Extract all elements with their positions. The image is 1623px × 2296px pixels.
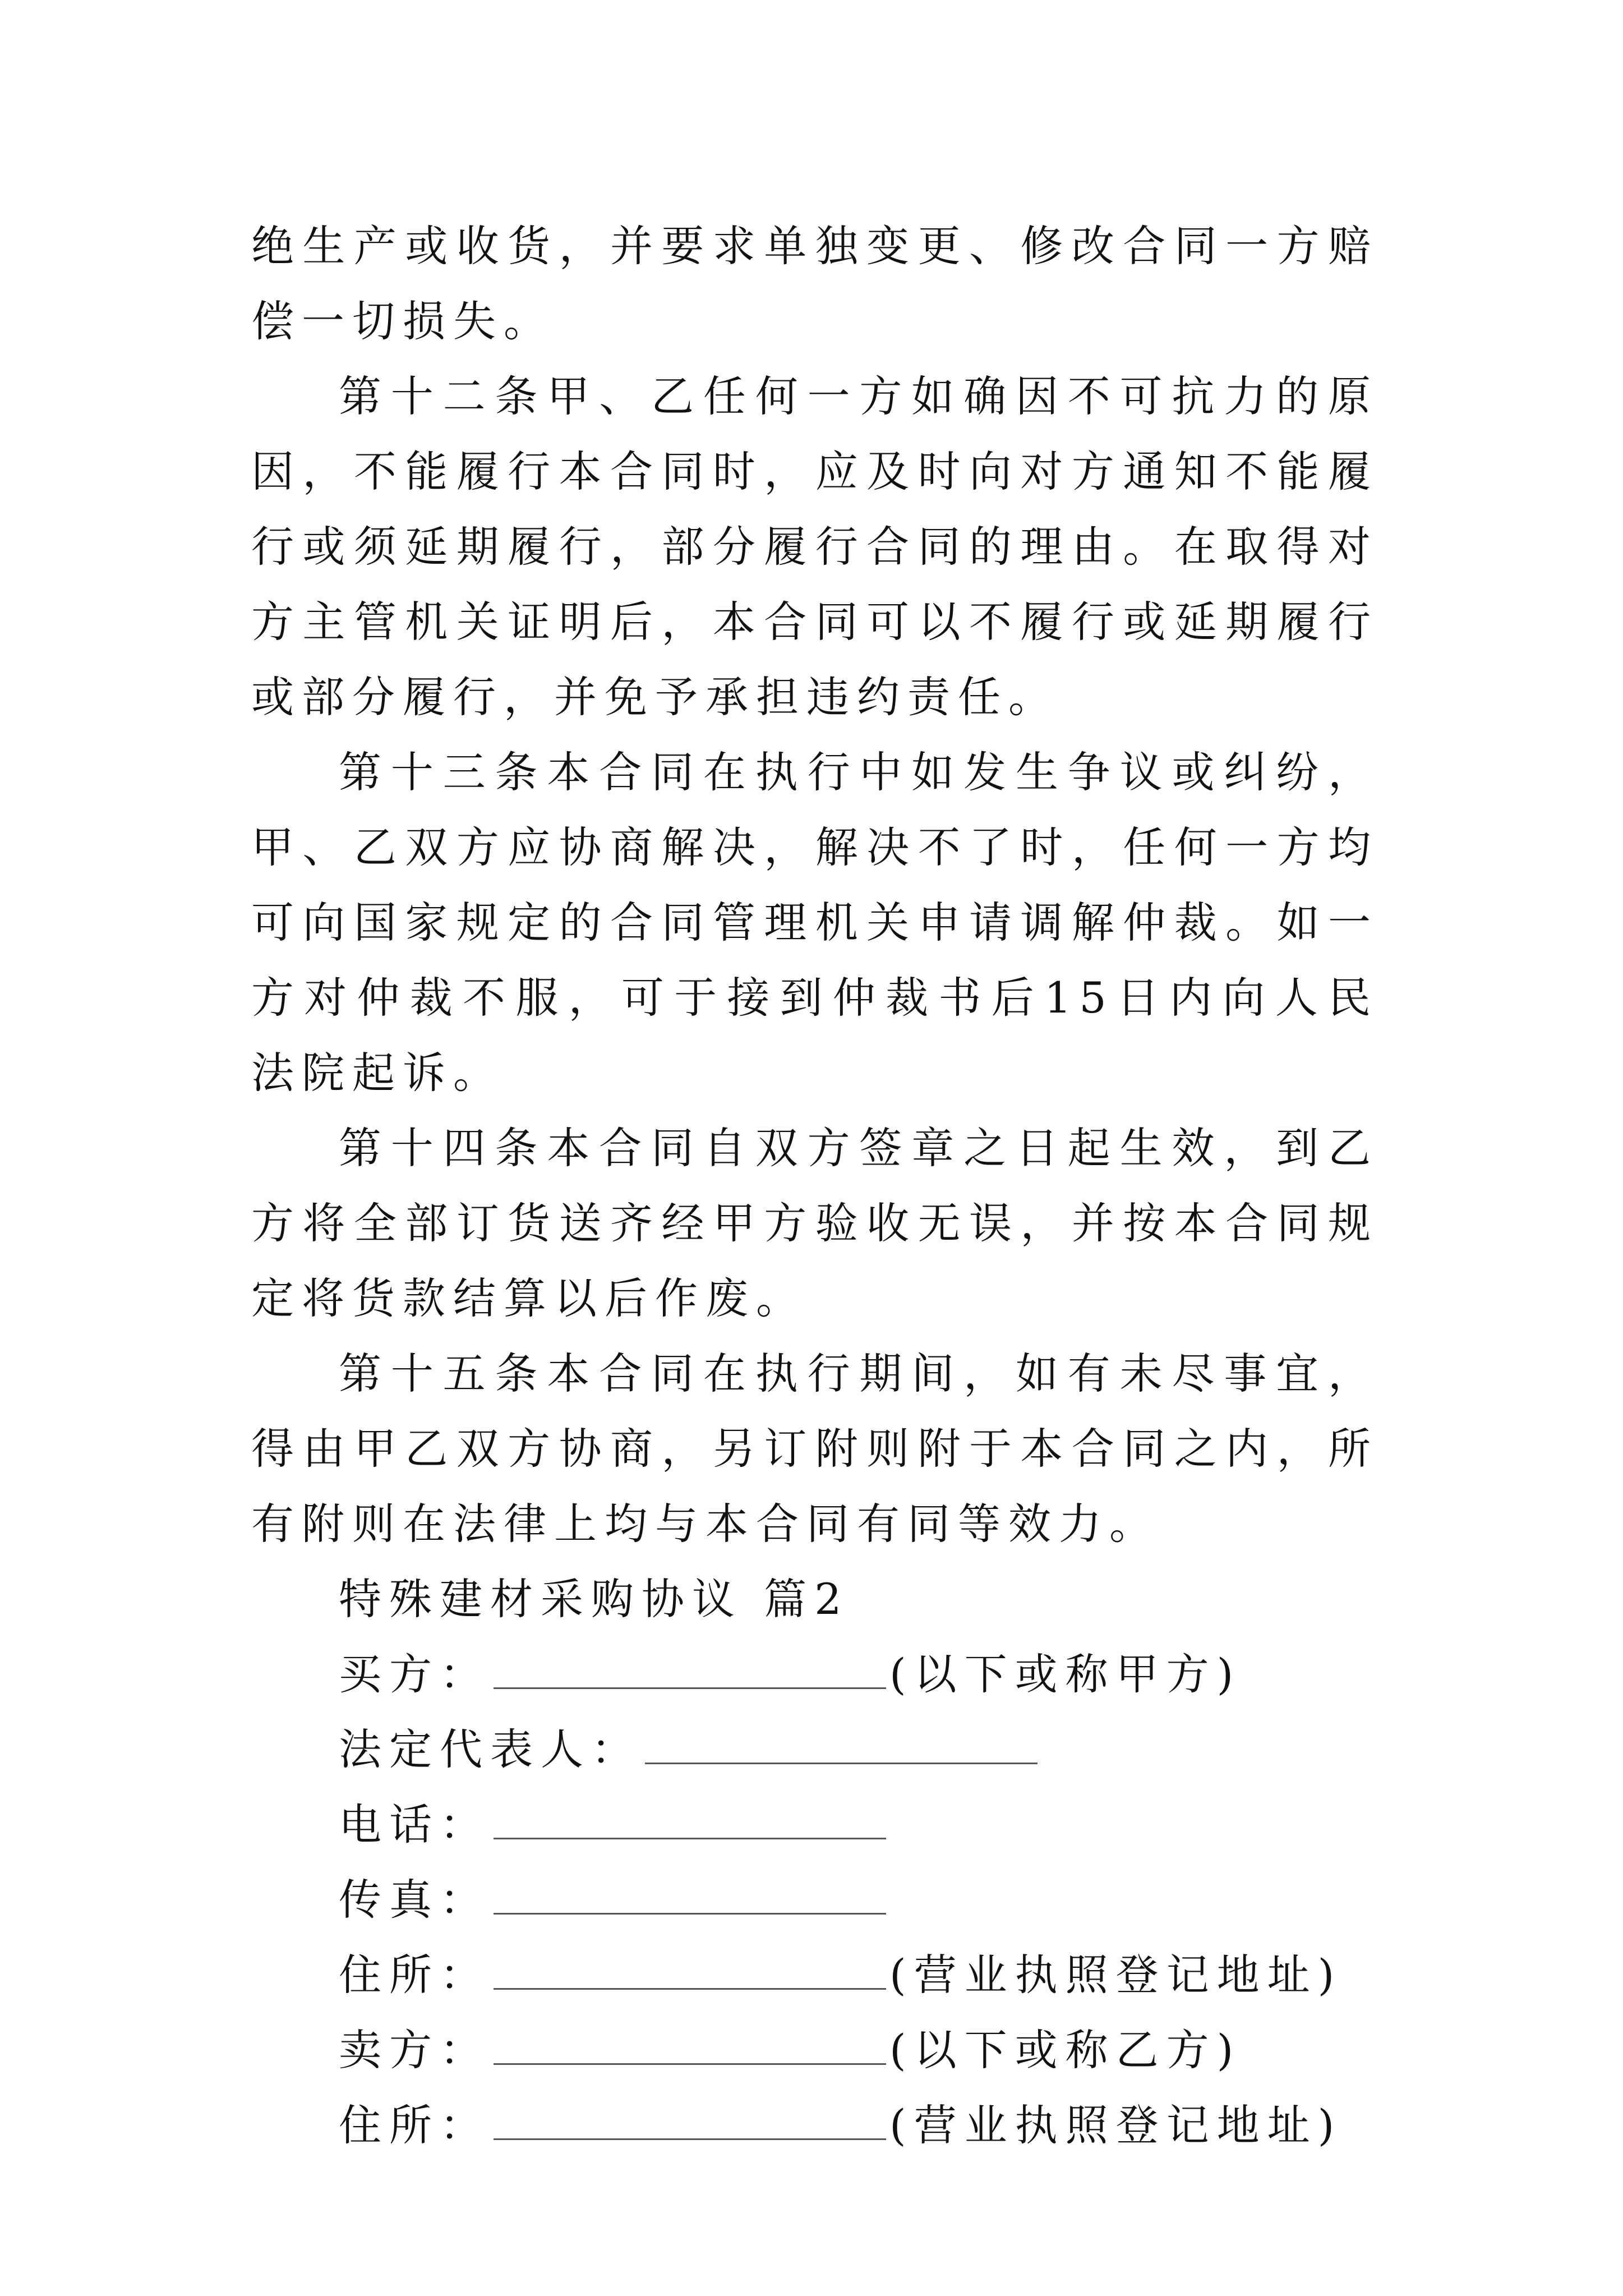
paragraph-article-14: 第十四条本合同自双方签章之日起生效，到乙方将全部订货送齐经甲方验收无误，并按本合同规定将货款结算以后作废。 <box>251 1123 1378 1323</box>
field-label: 电话： <box>339 1800 490 1849</box>
field-label: 住所： <box>339 1950 490 2000</box>
blank-line <box>494 1804 886 1839</box>
field-label: 住所： <box>339 2100 490 2150</box>
field-phone <box>251 1787 1378 1862</box>
field-note: (以下或称乙方) <box>889 2025 1242 2075</box>
blank-line <box>494 1879 886 1915</box>
paragraph-article-12: 第十二条甲、乙任何一方如确因不可抗力的原因，不能履行本合同时，应及时向对方通知不能履行或须延期履行，部分履行合同的理由。在取得对方主管机关证明后，本合同可以不履行或延期履行或部分履行，并免予承担违约责任。 <box>251 371 1378 722</box>
field-note: (营业执照登记地址) <box>889 1950 1343 2000</box>
field-buyer-address <box>251 1938 1378 2013</box>
field-seller <box>251 2013 1378 2088</box>
field-fax <box>251 1862 1378 1938</box>
field-label: 传真： <box>339 1875 490 1925</box>
field-label: 卖方： <box>339 2025 490 2075</box>
paragraph-continuation: 绝生产或收货，并要求单独变更、修改合同一方赔偿一切损失。 <box>251 221 1378 346</box>
field-label: 买方： <box>339 1649 490 1699</box>
document-page <box>251 209 1378 2163</box>
blank-line <box>645 1729 1038 1764</box>
field-legal-representative <box>251 1712 1378 1787</box>
field-note: (营业执照登记地址) <box>889 2100 1343 2150</box>
paragraph-article-15: 第十五条本合同在执行期间，如有未尽事宜，得由甲乙双方协商，另订附则附于本合同之内，所有附则在法律上均与本合同有同等效力。 <box>251 1349 1378 1549</box>
section-title: 特殊建材采购协议 篇2 <box>339 1574 850 1624</box>
blank-line <box>494 1954 886 1990</box>
field-label: 法定代表人： <box>339 1724 642 1774</box>
blank-line <box>494 2030 886 2065</box>
field-seller-address <box>251 2088 1378 2163</box>
field-note: (以下或称甲方) <box>889 1649 1242 1699</box>
field-buyer <box>251 1637 1378 1712</box>
blank-line <box>494 1654 886 1689</box>
paragraph-article-13: 第十三条本合同在执行中如发生争议或纠纷，甲、乙双方应协商解决，解决不了时，任何一方均可向国家规定的合同管理机关申请调解仲裁。如一方对仲裁不服，可于接到仲裁书后15日内向人民法院起诉。 <box>251 747 1378 1098</box>
blank-line <box>494 2105 886 2140</box>
